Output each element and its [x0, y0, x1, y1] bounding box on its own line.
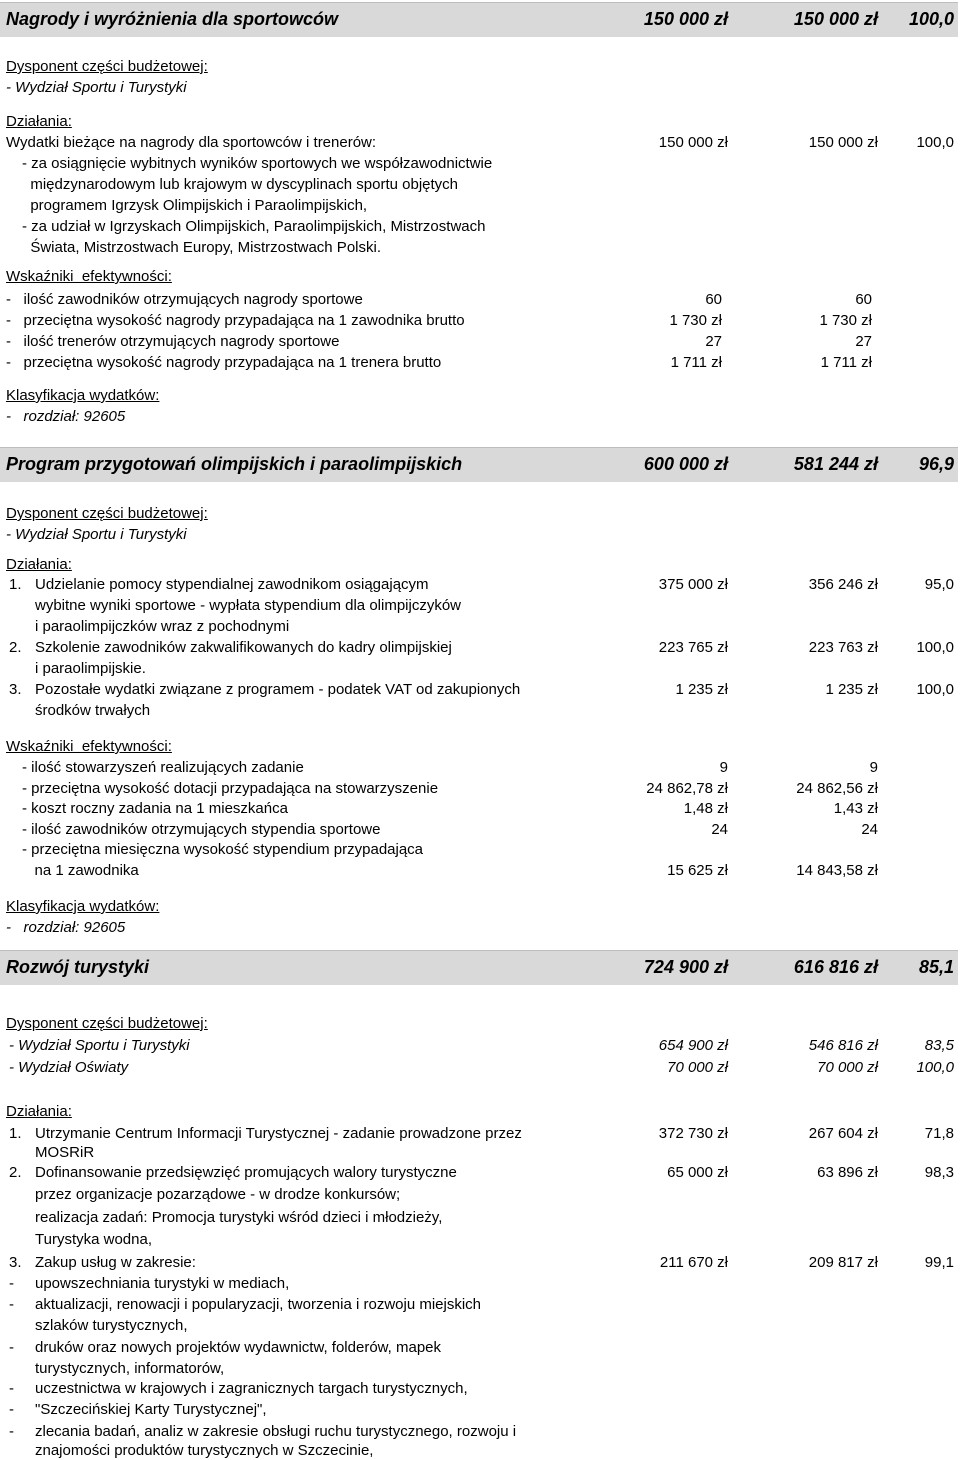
action-number: 3.: [9, 681, 22, 698]
bullet-dash: -: [9, 1423, 14, 1440]
indicator-text: - ilość zawodników otrzymujących nagrody sportowe: [6, 291, 363, 308]
disponent-executed: 70 000 zł: [817, 1059, 878, 1076]
indicator-plan: 1 730 zł: [669, 312, 722, 329]
action-number: 2.: [9, 639, 22, 656]
action-line: i paraolimpijczków wraz z pochodnymi: [35, 618, 290, 635]
action-percent: 71,8: [924, 1125, 954, 1142]
indicator-plan: 60: [705, 291, 722, 308]
action-plan: 372 730 zł: [658, 1125, 728, 1142]
bullet-line: zlecania badań, analiz w zakresie obsługi ruchu turystycznego, rozwoju i: [35, 1423, 517, 1440]
action-detail-line: - za osiągnięcie wybitnych wyników sportowych we współzawodnictwie: [22, 155, 493, 172]
action-percent: 95,0: [924, 576, 954, 593]
bullet-line: aktualizacji, renowacji i popularyzacji, tworzenia i rozwoju miejskich: [35, 1296, 482, 1313]
plan-amount: 150 000 zł: [643, 9, 728, 29]
action-line: realizacja zadań: Promocja turystyki wśród dzieci i młodzieży,: [35, 1209, 443, 1226]
disponent-label: Dysponent części budżetowej:: [6, 505, 208, 522]
indicator-plan: 9: [719, 759, 728, 776]
indicator-text: - koszt roczny zadania na 1 mieszkańca: [22, 800, 288, 817]
executed-amount: 150 000 zł: [793, 9, 878, 29]
action-percent: 100,0: [916, 681, 954, 698]
action-line: przez organizacje pozarządowe - w drodze konkursów;: [35, 1186, 401, 1203]
bullet-dash: -: [9, 1296, 14, 1313]
action-executed: 63 896 zł: [817, 1164, 878, 1181]
action-line: Turystyka wodna,: [35, 1231, 152, 1248]
indicator-executed: 60: [855, 291, 872, 308]
indicator-executed: 27: [855, 333, 872, 350]
action-plan: 211 670 zł: [659, 1254, 728, 1271]
bullet-line: upowszechniania turystyki w mediach,: [35, 1275, 290, 1292]
action-line: wybitne wyniki sportowe - wypłata stypendium dla olimpijczyków: [35, 597, 461, 614]
bullet-line: szlaków turystycznych,: [35, 1317, 188, 1334]
indicator-executed: 1 730 zł: [819, 312, 872, 329]
indicator-executed: 9: [869, 759, 878, 776]
action-detail-line: - za udział w Igrzyskach Olimpijskich, Paraolimpijskich, Mistrzostwach: [22, 218, 486, 235]
indicator-executed: 24 862,56 zł: [796, 780, 878, 797]
action-main: Wydatki bieżące na nagrody dla sportowców i trenerów:: [6, 134, 377, 151]
bullet-dash: -: [9, 1380, 14, 1397]
executed-amount: 581 244 zł: [793, 454, 878, 474]
action-number: 3.: [9, 1254, 22, 1271]
executed-amount: 616 816 zł: [793, 957, 878, 977]
indicator-text: - przeciętna miesięczna wysokość stypendium przypadająca: [22, 841, 424, 858]
action-detail-line: programem Igrzysk Olimpijskich i Paraolimpijskich,: [22, 197, 368, 214]
action-line: Udzielanie pomocy stypendialnej zawodnikom osiągającym: [35, 576, 429, 593]
indicator-text: - przeciętna wysokość nagrody przypadająca na 1 trenera brutto: [6, 354, 442, 371]
disponent-plan: 654 900 zł: [658, 1037, 728, 1054]
action-executed: 150 000 zł: [808, 134, 878, 151]
indicator-text: - przeciętna wysokość nagrody przypadająca na 1 zawodnika brutto: [6, 312, 465, 329]
action-plan: 65 000 zł: [667, 1164, 728, 1181]
action-percent: 100,0: [916, 639, 954, 656]
indicator-text: - ilość trenerów otrzymujących nagrody sportowe: [6, 333, 340, 350]
classification-label: Klasyfikacja wydatków:: [6, 898, 160, 915]
indicators-label: Wskaźniki efektywności:: [6, 268, 172, 285]
section-title: Program przygotowań olimpijskich i paraolimpijskich: [6, 454, 463, 474]
classification-value: - rozdział: 92605: [6, 408, 126, 425]
section-title: Nagrody i wyróżnienia dla sportowców: [6, 9, 339, 29]
action-plan: 223 765 zł: [658, 639, 728, 656]
indicator-text: - przeciętna wysokość dotacji przypadająca na stowarzyszenie: [22, 780, 439, 797]
disponent-plan: 70 000 zł: [667, 1059, 728, 1076]
action-line: Dofinansowanie przedsięwzięć promujących walory turystyczne: [35, 1164, 457, 1181]
plan-amount: 724 900 zł: [643, 957, 728, 977]
action-number: 1.: [9, 576, 22, 593]
bullet-line: "Szczecińskiej Karty Turystycznej",: [35, 1401, 267, 1418]
disponent-percent: 100,0: [916, 1059, 954, 1076]
action-detail-line: Świata, Mistrzostwach Europy, Mistrzostwach Polski.: [22, 239, 381, 256]
action-executed: 267 604 zł: [808, 1125, 878, 1142]
indicator-executed: 1 711 zł: [820, 354, 872, 371]
action-number: 1.: [9, 1125, 22, 1142]
action-detail-line: międzynarodowym lub krajowym w dyscyplinach sportu objętych: [22, 176, 459, 193]
action-line: środków trwałych: [35, 702, 151, 719]
disponent-label: Dysponent części budżetowej:: [6, 1015, 208, 1032]
action-line: Pozostałe wydatki związane z programem - podatek VAT od zakupionych: [35, 681, 521, 698]
action-percent: 100,0: [916, 134, 954, 151]
bullet-dash: -: [9, 1339, 14, 1356]
action-line: Szkolenie zawodników zakwalifikowanych do kadry olimpijskiej: [35, 639, 452, 656]
section-title: Rozwój turystyki: [6, 957, 150, 977]
actions-label: Działania:: [6, 556, 72, 573]
action-line: MOSRiR: [35, 1144, 95, 1161]
indicator-text: - ilość stowarzyszeń realizujących zadanie: [22, 759, 304, 776]
disponent-percent: 83,5: [924, 1037, 954, 1054]
indicator-text: na 1 zawodnika: [22, 862, 139, 879]
indicator-plan: 27: [705, 333, 722, 350]
action-executed: 1 235 zł: [825, 681, 878, 698]
bullet-dash: -: [9, 1275, 14, 1292]
action-plan: 1 235 zł: [675, 681, 728, 698]
action-executed: 209 817 zł: [808, 1254, 878, 1271]
disponent-name: - Wydział Sportu i Turystyki: [6, 526, 187, 543]
indicator-executed: 1,43 zł: [833, 800, 878, 817]
execution-percent: 100,0: [908, 9, 954, 29]
actions-label: Działania:: [6, 1103, 72, 1120]
indicator-plan: 24 862,78 zł: [646, 780, 728, 797]
bullet-dash: -: [9, 1401, 14, 1418]
indicator-plan: 15 625 zł: [667, 862, 728, 879]
action-number: 2.: [9, 1164, 22, 1181]
classification-label: Klasyfikacja wydatków:: [6, 387, 160, 404]
action-line: i paraolimpijskie.: [35, 660, 146, 677]
bullet-line: uczestnictwa w krajowych i zagranicznych targach turystycznych,: [35, 1380, 468, 1397]
indicator-executed: 14 843,58 zł: [796, 862, 878, 879]
actions-label: Działania:: [6, 113, 72, 130]
action-line: Zakup usług w zakresie:: [35, 1254, 196, 1271]
action-line: Utrzymanie Centrum Informacji Turystycznej - zadanie prowadzone przez: [35, 1125, 522, 1142]
disponent-executed: 546 816 zł: [808, 1037, 878, 1054]
indicator-executed: 24: [861, 821, 878, 838]
execution-percent: 96,9: [918, 454, 954, 474]
action-executed: 223 763 zł: [808, 639, 878, 656]
action-plan: 375 000 zł: [658, 576, 728, 593]
action-percent: 99,1: [924, 1254, 954, 1271]
disponent-label: Dysponent części budżetowej:: [6, 58, 208, 75]
disponent-name: - Wydział Sportu i Turystyki: [9, 1037, 190, 1054]
indicator-plan: 1,48 zł: [683, 800, 728, 817]
bullet-line: turystycznych, informatorów,: [35, 1360, 225, 1377]
indicator-text: - ilość zawodników otrzymujących stypendia sportowe: [22, 821, 381, 838]
indicators-label: Wskaźniki efektywności:: [6, 738, 172, 755]
bullet-line: druków oraz nowych projektów wydawnictw, folderów, mapek: [35, 1339, 442, 1356]
action-percent: 98,3: [924, 1164, 954, 1181]
disponent-name: - Wydział Sportu i Turystyki: [6, 79, 187, 96]
indicator-plan: 1 711 zł: [670, 354, 722, 371]
disponent-name: - Wydział Oświaty: [9, 1059, 129, 1076]
plan-amount: 600 000 zł: [643, 454, 728, 474]
action-plan: 150 000 zł: [658, 134, 728, 151]
bullet-line: znajomości produktów turystycznych w Szczecinie,: [35, 1442, 374, 1459]
classification-value: - rozdział: 92605: [6, 919, 126, 936]
indicator-plan: 24: [711, 821, 728, 838]
execution-percent: 85,1: [918, 957, 954, 977]
action-executed: 356 246 zł: [808, 576, 878, 593]
